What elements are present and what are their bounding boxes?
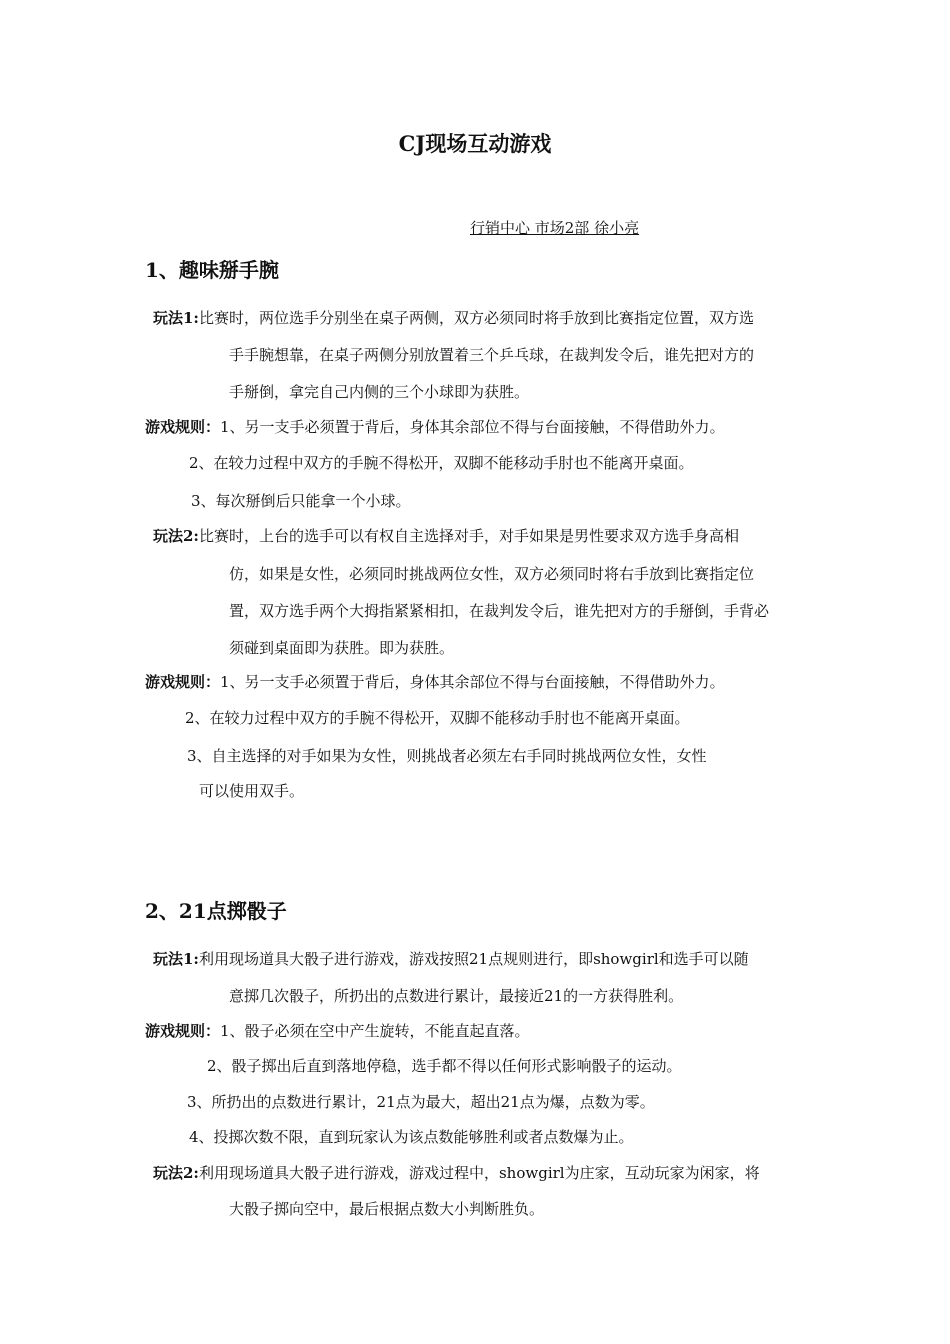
section-heading-dice: 2、21点掷骰子 <box>145 899 287 923</box>
rule-item: 4、投掷次数不限，直到玩家认为该点数能够胜利或者点数爆为止。 <box>189 1128 634 1146</box>
play-line: 比赛时，两位选手分别坐在桌子两侧，双方必须同时将手放到比赛指定位置，双方选 <box>198 309 754 327</box>
rule-item: 3、自主选择的对手如果为女性，则挑战者必须左右手同时挑战两位女性，女性 <box>187 747 707 765</box>
play-line: 置，双方选手两个大拇指紧紧相扣，在裁判发令后，谁先把对方的手掰倒，手背必 <box>229 602 770 620</box>
author-line: 行销中心 市场2部 徐小亮 <box>470 219 640 237</box>
play-label-text: 玩法1: <box>153 309 199 327</box>
rules-block <box>145 671 725 693</box>
play-line: 利用现场道具大骰子进行游戏，游戏过程中，showgirl为庄家，互动玩家为闲家，将 <box>198 1164 760 1182</box>
play-line: 手掰倒，拿完自己内侧的三个小球即为获胜。 <box>229 383 530 401</box>
play-line: 仿，如果是女性，必须同时挑战两位女性，双方必须同时将右手放到比赛指定位 <box>229 565 755 583</box>
rules-label: 游戏规则： <box>145 1022 221 1040</box>
rules-label: 游戏规则： <box>145 673 221 691</box>
play-label <box>153 948 749 970</box>
section-heading-arm-wrestling: 1、趣味掰手腕 <box>145 258 279 282</box>
rule-item: 2、在较力过程中双方的手腕不得松开，双脚不能移动手肘也不能离开桌面。 <box>185 709 690 727</box>
play-label <box>153 307 754 329</box>
page-title: CJ现场互动游戏 <box>398 131 552 156</box>
play-label-text: 玩法1: <box>153 950 199 968</box>
play-label-text: 玩法2: <box>153 527 199 545</box>
rule-item: 可以使用双手。 <box>199 782 305 800</box>
play-line: 比赛时，上台的选手可以有权自主选择对手，对手如果是男性要求双方选手身高相 <box>198 527 739 545</box>
play-line: 意掷几次骰子，所扔出的点数进行累计，最接近21的一方获得胜利。 <box>229 987 684 1005</box>
rules-block <box>145 1020 530 1042</box>
rule-item: 3、每次掰倒后只能拿一个小球。 <box>191 492 411 510</box>
rule-item: 1、另一支手必须置于背后，身体其余部位不得与台面接触，不得借助外力。 <box>220 418 725 436</box>
play-label-text: 玩法2: <box>153 1164 199 1182</box>
play-label <box>153 525 739 547</box>
rule-item: 1、骰子必须在空中产生旋转，不能直起直落。 <box>220 1022 530 1040</box>
play-line: 大骰子掷向空中，最后根据点数大小判断胜负。 <box>229 1200 545 1218</box>
rule-item: 3、所扔出的点数进行累计，21点为最大，超出21点为爆，点数为零。 <box>187 1093 655 1111</box>
rules-label: 游戏规则： <box>145 418 221 436</box>
rule-item: 2、在较力过程中双方的手腕不得松开，双脚不能移动手肘也不能离开桌面。 <box>189 454 694 472</box>
play-line: 须碰到桌面即为获胜。即为获胜。 <box>229 639 455 657</box>
rule-item: 1、另一支手必须置于背后，身体其余部位不得与台面接触，不得借助外力。 <box>220 673 725 691</box>
play-label <box>153 1162 760 1184</box>
play-line: 利用现场道具大骰子进行游戏，游戏按照21点规则进行，即showgirl和选手可以随 <box>198 950 749 968</box>
rules-block <box>145 416 725 438</box>
rule-item: 2、骰子掷出后直到落地停稳，选手都不得以任何形式影响骰子的运动。 <box>207 1057 682 1075</box>
play-line: 手手腕想靠，在桌子两侧分别放置着三个乒乓球，在裁判发令后，谁先把对方的 <box>229 346 755 364</box>
